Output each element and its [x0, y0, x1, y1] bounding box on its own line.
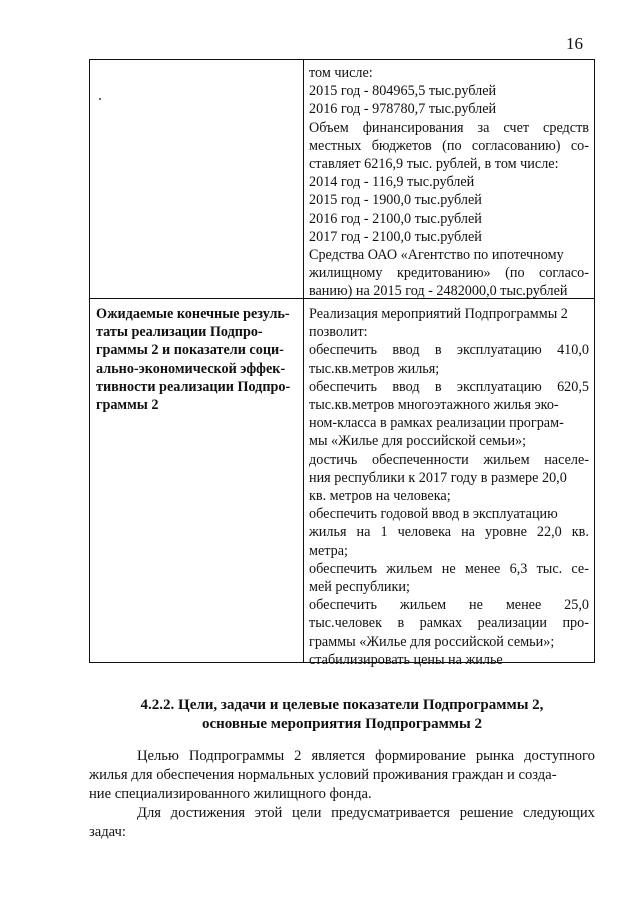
result-line: мы «Жилье для российской семьи»; — [309, 433, 527, 450]
expected-results-cell — [309, 305, 589, 669]
financing-line: ставляет 6216,9 тыс. рублей, в том числе: — [309, 156, 559, 173]
result-line: Реализация мероприятий Подпрограммы 2 — [309, 306, 568, 322]
heading-line: основные мероприятия Подпрограммы 2 — [202, 716, 482, 732]
page-number: 16 — [566, 34, 583, 53]
program-table — [89, 59, 595, 668]
result-line: стабилизировать цены на жилье — [309, 651, 503, 668]
stray-dot — [99, 98, 101, 100]
label-line: таты реализации Подпро- — [96, 324, 263, 341]
result-line: обеспечить ввод в эксплуатацию 620,5 — [309, 378, 589, 395]
financing-line: 2017 год - 2100,0 тыс.рублей — [309, 228, 482, 245]
label-line: граммы 2 и показатели соци- — [96, 342, 284, 359]
expected-results-label — [96, 305, 300, 414]
financing-line: местных бюджетов (по согласованию) со- — [309, 137, 589, 154]
heading-line: 4.2.2. Цели, задачи и целевые показатели Подпрограммы 2, — [140, 697, 544, 713]
section-paragraph — [89, 747, 595, 842]
financing-line: Объем финансирования за счет средств — [309, 119, 589, 136]
result-line: метра; — [309, 542, 348, 559]
financing-line: Средства ОАО «Агентство по ипотечному — [309, 247, 564, 264]
paragraph-line: задач: — [89, 824, 126, 840]
column-divider — [303, 60, 304, 662]
label-line: тивности реализации Подпро- — [96, 378, 291, 395]
result-line: ном-класса в рамках реализации програм- — [309, 415, 564, 432]
financing-line: 2016 год - 2100,0 тыс.рублей — [309, 210, 482, 227]
financing-line: 2014 год - 116,9 тыс.рублей — [309, 174, 475, 191]
financing-cell — [309, 64, 589, 301]
result-line: обеспечить ввод в эксплуатацию 410,0 — [309, 342, 589, 359]
result-line: мей республики; — [309, 579, 410, 596]
label-line: Ожидаемые конечные резуль- — [96, 306, 290, 322]
result-line: ния республики к 2017 году в размере 20,0 — [309, 469, 567, 486]
result-line: обеспечить жильем не менее 6,3 тыс. се- — [309, 560, 589, 577]
result-line: жилья на 1 человека на уровне 22,0 кв. — [309, 524, 589, 541]
result-line: обеспечить жильем не менее 25,0 — [309, 597, 589, 614]
result-line: обеспечить годовой ввод в эксплуатацию — [309, 506, 558, 523]
section-heading — [89, 696, 595, 734]
paragraph-line: ние специализированного жилищного фонда. — [89, 786, 372, 802]
financing-line: 2016 год - 978780,7 тыс.рублей — [309, 101, 497, 118]
result-line: тыс.кв.метров жилья; — [309, 360, 440, 377]
result-line: тыс.кв.метров многоэтажного жилья эко- — [309, 397, 559, 414]
result-line: достичь обеспеченности жильем населе- — [309, 451, 589, 468]
label-line: граммы 2 — [96, 397, 159, 414]
paragraph-line: Целью Подпрограммы 2 является формирование рынка доступного — [137, 748, 595, 764]
paragraph-line: Для достижения этой цели предусматривается решение следующих — [137, 805, 595, 821]
financing-line: ванию) на 2015 год - 2482000,0 тыс.рублей — [309, 283, 568, 300]
financing-line: жилищному кредитованию» (по согласо- — [309, 265, 589, 282]
paragraph-line: жилья для обеспечения нормальных условий проживания граждан и созда- — [89, 767, 557, 783]
financing-line: 2015 год - 804965,5 тыс.рублей — [309, 83, 497, 100]
financing-line: том числе: — [309, 65, 373, 81]
result-line: кв. метров на человека; — [309, 488, 451, 505]
result-line: граммы «Жилье для российской семьи»; — [309, 633, 555, 650]
financing-line: 2015 год - 1900,0 тыс.рублей — [309, 192, 482, 209]
result-line: позволит: — [309, 324, 368, 341]
label-line: ально-экономической эффек- — [96, 360, 286, 377]
result-line: тыс.человек в рамках реализации про- — [309, 615, 589, 632]
